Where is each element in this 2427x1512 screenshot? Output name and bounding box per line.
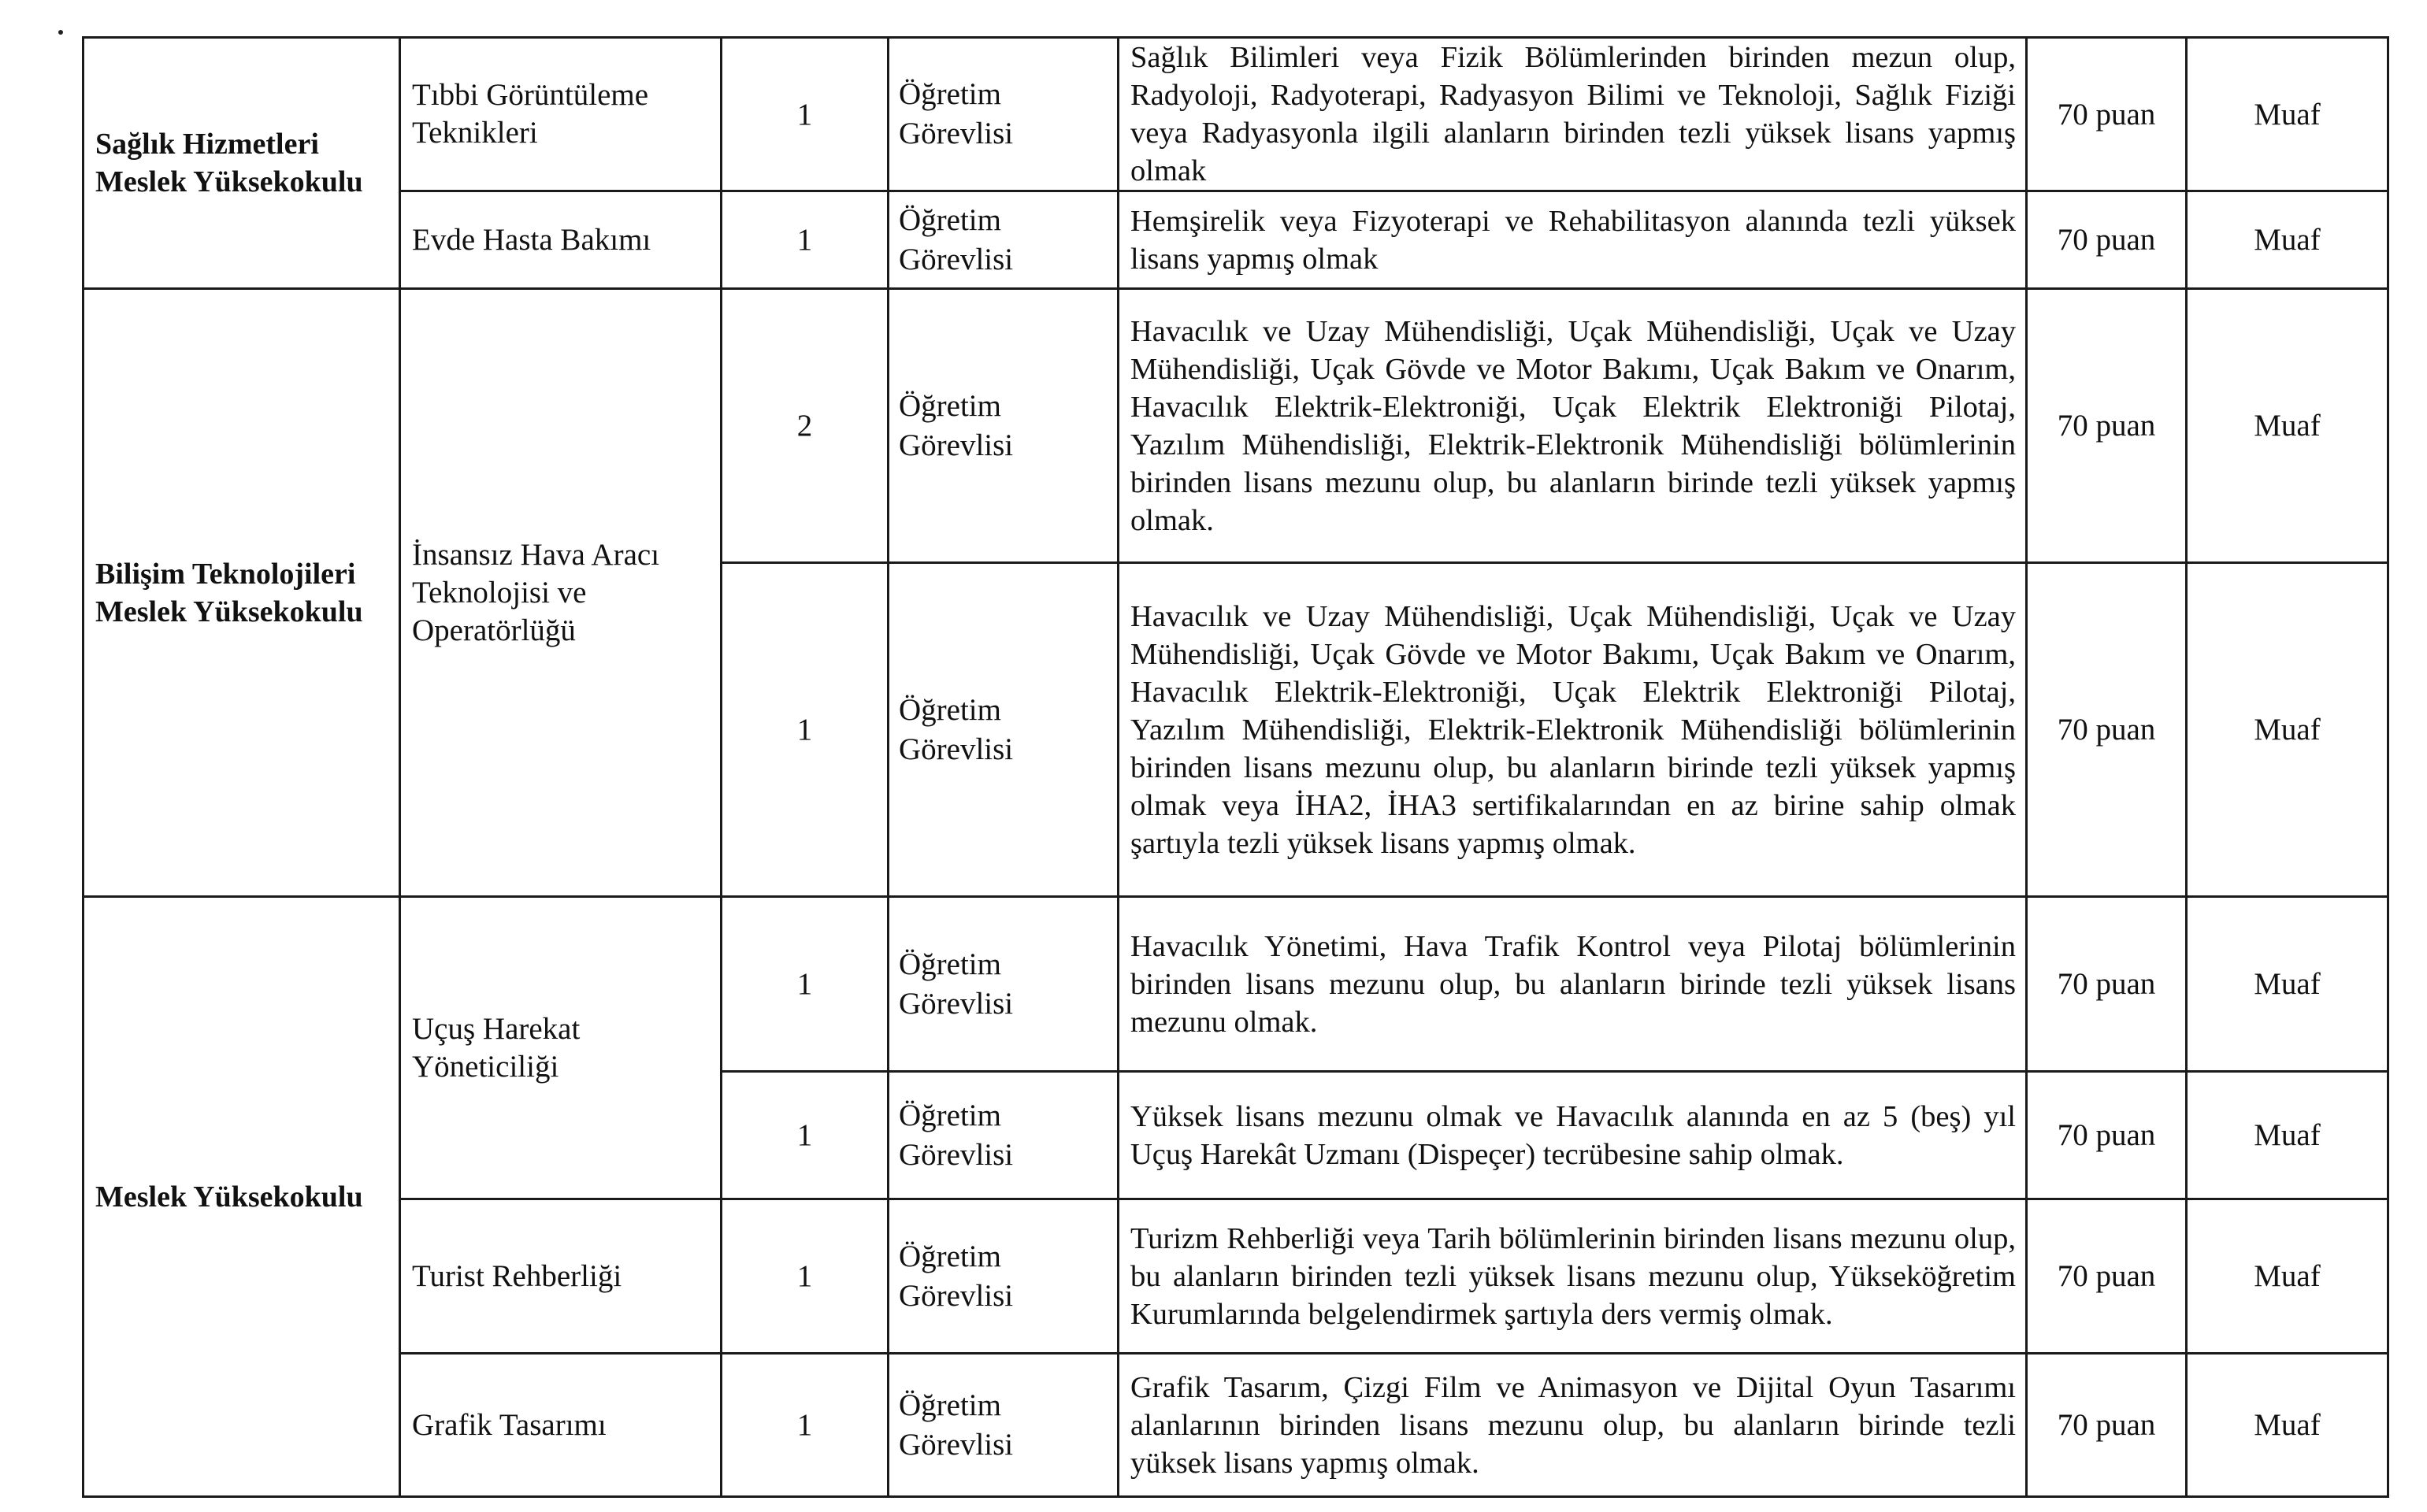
condition-cell: Havacılık Yönetimi, Hava Trafik Kontrol veya Pilotaj bölümlerinin birinden lisans mezunu olup, bu alanların birinde tezli yüksek lisans mezunu olmak. [1119,897,2027,1072]
bullet-mark [58,30,63,35]
title-cell: Öğretim Görevlisi [889,38,1119,191]
count-cell: 1 [722,191,889,289]
program-cell: Uçuş Harekat Yöneticiliği [400,897,722,1199]
table-row [83,897,2388,1072]
table-row [83,38,2388,191]
exempt-cell: Muaf [2187,191,2388,289]
score-cell: 70 puan [2027,191,2187,289]
table-row [83,1354,2388,1497]
score-cell: 70 puan [2027,897,2187,1072]
exempt-cell: Muaf [2187,1072,2388,1199]
score-cell: 70 puan [2027,289,2187,563]
score-cell: 70 puan [2027,38,2187,191]
score-cell: 70 puan [2027,1354,2187,1497]
condition-cell: Yüksek lisans mezunu olmak ve Havacılık alanında en az 5 (beş) yıl Uçuş Harekât Uzmanı (Dispeçer) tecrübesine sahip olmak. [1119,1072,2027,1199]
unit-cell: Meslek Yüksekokulu [83,897,400,1497]
condition-cell: Havacılık ve Uzay Mühendisliği, Uçak Mühendisliği, Uçak ve Uzay Mühendisliği, Uçak Gövde ve Motor Bakımı, Uçak Bakım ve Onarım, Havacılık Elektrik-Elektroniği, Uçak Elektrik Elektroniği Pilotaj, Yazılım Mühendisliği, Elektrik-Elektronik Mühendisliği bölümlerinin birinden lisans mezunu olup, bu alanların birinde tezli yüksek yapmış olmak veya İHA2, İHA3 sertifikalarından en az birine sahip olmak şartıyla tezli yüksek lisans yapmış olmak. [1119,563,2027,897]
score-cell: 70 puan [2027,1199,2187,1354]
condition-cell: Hemşirelik veya Fizyoterapi ve Rehabilitasyon alanında tezli yüksek lisans yapmış olmak [1119,191,2027,289]
unit-cell: Sağlık Hizmetleri Meslek Yüksekokulu [83,38,400,289]
program-cell: Grafik Tasarımı [400,1354,722,1497]
score-cell: 70 puan [2027,563,2187,897]
count-cell: 1 [722,1199,889,1354]
title-cell: Öğretim Görevlisi [889,1072,1119,1199]
program-cell: Tıbbi Görüntüleme Teknikleri [400,38,722,191]
condition-cell: Turizm Rehberliği veya Tarih bölümlerinin birinden lisans mezunu olup, bu alanların birinden tezli yüksek lisans mezunu olup, Yükseköğretim Kurumlarında belgelendirmek şartıyla ders vermiş olmak. [1119,1199,2027,1354]
program-cell: İnsansız Hava Aracı Teknolojisi ve Operatörlüğü [400,289,722,897]
unit-cell: Bilişim Teknolojileri Meslek Yüksekokulu [83,289,400,897]
exempt-cell: Muaf [2187,289,2388,563]
program-cell: Turist Rehberliği [400,1199,722,1354]
count-cell: 1 [722,38,889,191]
table-row [83,191,2388,289]
exempt-cell: Muaf [2187,1199,2388,1354]
count-cell: 2 [722,289,889,563]
table-row [83,1199,2388,1354]
staff-positions-table [82,36,2389,1498]
exempt-cell: Muaf [2187,38,2388,191]
score-cell: 70 puan [2027,1072,2187,1199]
table-row [83,289,2388,563]
title-cell: Öğretim Görevlisi [889,897,1119,1072]
condition-cell: Havacılık ve Uzay Mühendisliği, Uçak Mühendisliği, Uçak ve Uzay Mühendisliği, Uçak Gövde ve Motor Bakımı, Uçak Bakım ve Onarım, Havacılık Elektrik-Elektroniği, Uçak Elektrik Elektroniği Pilotaj, Yazılım Mühendisliği, Elektrik-Elektronik Mühendisliği bölümlerinin birinden lisans mezunu olup, bu alanların birinde tezli yüksek yapmış olmak. [1119,289,2027,563]
exempt-cell: Muaf [2187,897,2388,1072]
condition-cell: Sağlık Bilimleri veya Fizik Bölümlerinden birinden mezun olup, Radyoloji, Radyoterapi, Radyasyon Bilimi ve Teknoloji, Sağlık Fiziği veya Radyasyonla ilgili alanların birinden tezli yüksek lisans yapmış olmak [1119,38,2027,191]
exempt-cell: Muaf [2187,1354,2388,1497]
title-cell: Öğretim Görevlisi [889,563,1119,897]
title-cell: Öğretim Görevlisi [889,191,1119,289]
title-cell: Öğretim Görevlisi [889,289,1119,563]
program-cell: Evde Hasta Bakımı [400,191,722,289]
title-cell: Öğretim Görevlisi [889,1199,1119,1354]
condition-cell: Grafik Tasarım, Çizgi Film ve Animasyon ve Dijital Oyun Tasarımı alanlarının birinden lisans mezunu olup, bu alanların birinde tezli yüksek lisans yapmış olmak. [1119,1354,2027,1497]
count-cell: 1 [722,1354,889,1497]
title-cell: Öğretim Görevlisi [889,1354,1119,1497]
count-cell: 1 [722,563,889,897]
count-cell: 1 [722,897,889,1072]
count-cell: 1 [722,1072,889,1199]
exempt-cell: Muaf [2187,563,2388,897]
